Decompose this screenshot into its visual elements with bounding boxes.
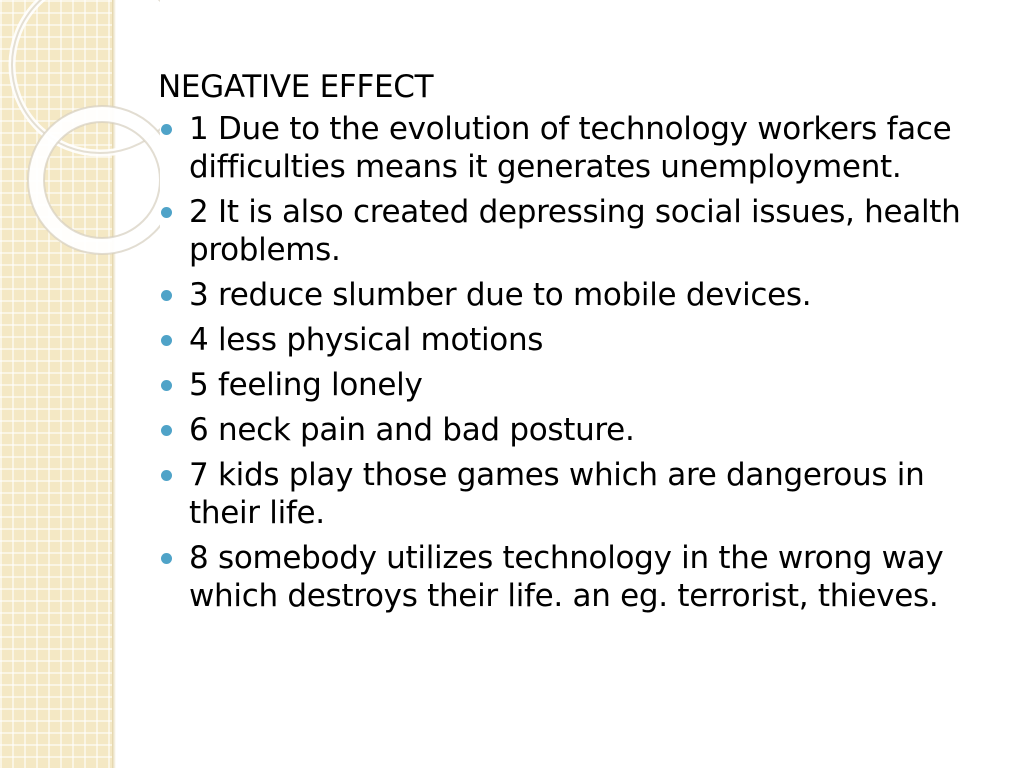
bullet-text: 6 neck pain and bad posture. bbox=[189, 412, 635, 448]
bullet-text: 8 somebody utilizes technology in the wrong way which destroys their life. an eg. terrorist, thieves. bbox=[189, 540, 944, 614]
decorative-ring-small bbox=[36, 114, 160, 246]
bullet-item bbox=[158, 321, 978, 359]
bullet-item bbox=[158, 366, 978, 404]
bullet-item bbox=[158, 411, 978, 449]
bullet-text: 2 It is also created depressing social issues, health problems. bbox=[189, 194, 961, 268]
bullet-item bbox=[158, 456, 978, 532]
decorative-ring-small-inner bbox=[44, 122, 160, 238]
bullet-item bbox=[158, 193, 978, 269]
bullet-text: 3 reduce slumber due to mobile devices. bbox=[189, 277, 812, 313]
bullet-dot-icon bbox=[161, 553, 172, 564]
bullet-dot-icon bbox=[161, 124, 172, 135]
bullet-dot-icon bbox=[161, 290, 172, 301]
bullet-dot-icon bbox=[161, 335, 172, 346]
bullet-text: 1 Due to the evolution of technology workers face difficulties means it generates unemployment. bbox=[189, 111, 952, 185]
bullet-text: 4 less physical motions bbox=[189, 322, 544, 358]
bullet-item bbox=[158, 276, 978, 314]
slide-content bbox=[158, 68, 978, 622]
bullet-list bbox=[158, 110, 978, 615]
decorative-rings bbox=[0, 0, 160, 300]
bullet-text: 5 feeling lonely bbox=[189, 367, 423, 403]
bullet-dot-icon bbox=[161, 425, 172, 436]
bullet-dot-icon bbox=[161, 207, 172, 218]
bullet-item bbox=[158, 110, 978, 186]
bullet-dot-icon bbox=[161, 380, 172, 391]
bullet-item bbox=[158, 539, 978, 615]
bullet-dot-icon bbox=[161, 470, 172, 481]
slide-heading: NEGATIVE EFFECT bbox=[158, 69, 434, 105]
bullet-text: 7 kids play those games which are dangerous in their life. bbox=[189, 457, 925, 531]
